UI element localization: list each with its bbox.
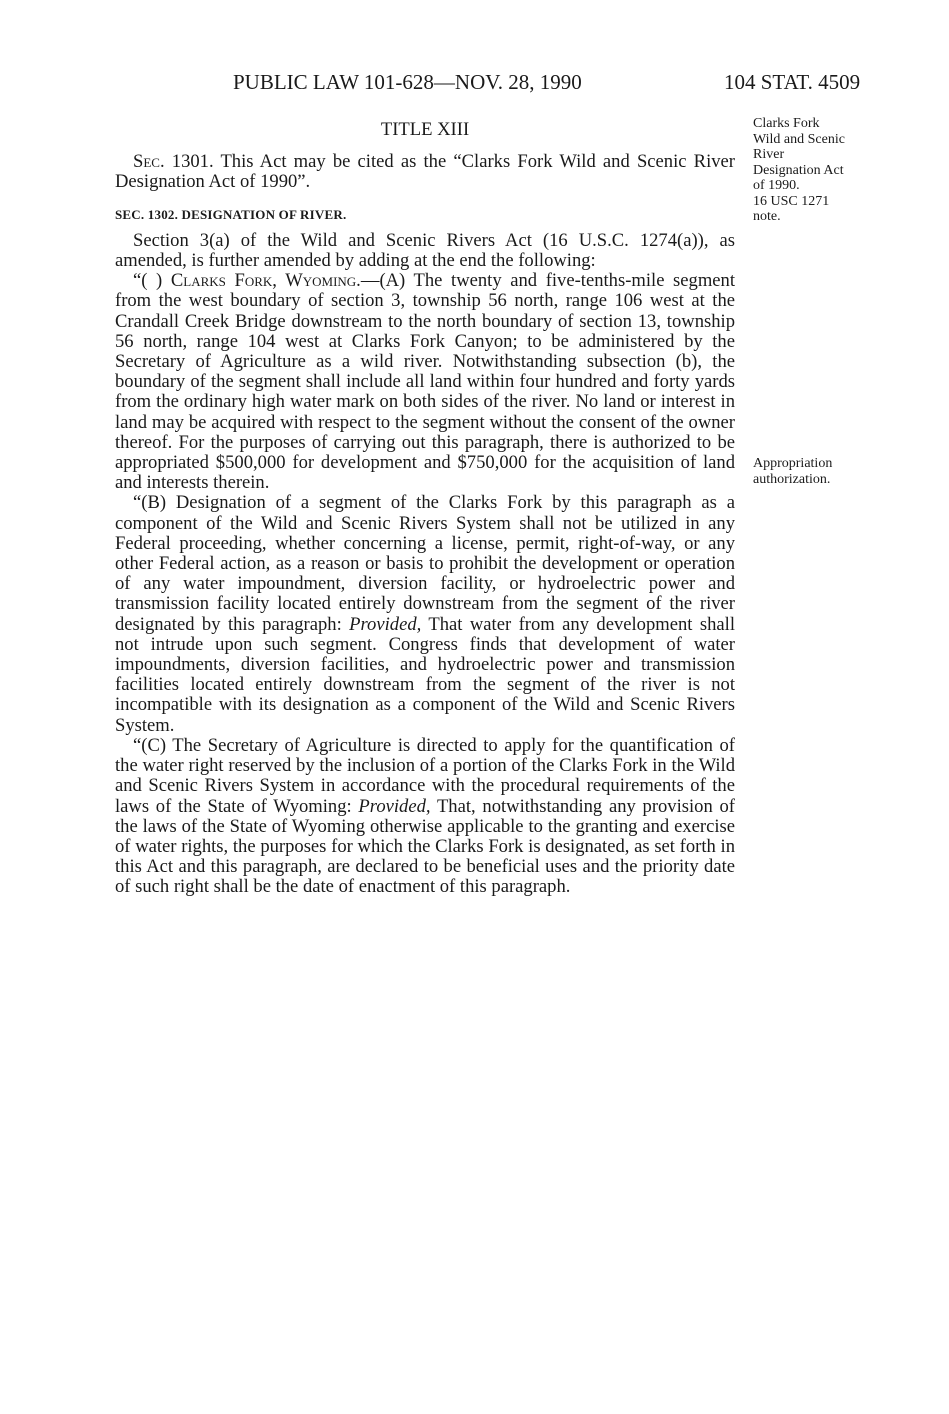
paragraph-b-text-2: That water from any development shall not intrude upon such segment. Congress finds that development of water impoundments, diversion facilities, and hydroelectric power and transmission facilities located entirely downstream from the segment of the river is not incompatible with its designation as a component of the Wild and Scenic Rivers System. <box>115 613 735 736</box>
provided-italic: Provided, <box>349 613 422 635</box>
section-1302-heading: SEC. 1302. DESIGNATION OF RIVER. <box>115 206 347 222</box>
paragraph-a-text: —(A) The twenty and five-tenths-mile segment from the west boundary of section 3, township 56 north, range 106 west at the Crandall Creek Bridge downstream to the north boundary of section 13, township 56 north, range 104 west at Clarks Fork Canyon; to be administered by the Secretary of Agriculture as a wild river. Notwithstanding subsection (b), the boundary of the segment shall include all land within four hundred and forty yards from the ordinary high water mark on both sides of the river. No land or interest in land may be acquired with respect to the segment without the consent of the owner thereof. For the purposes of carrying out this paragraph, there is authorized to be appropriated $500,000 for development and $750,000 for the acquisition of land and interests therein. <box>115 270 736 494</box>
provided-italic: Provided, <box>358 795 431 817</box>
intro-paragraph: Section 3(a) of the Wild and Scenic Rivers Act (16 U.S.C. 1274(a)), as amended, is further amended by adding at the end the following: <box>115 229 735 272</box>
margin-note-line: Wild and Scenic <box>753 131 845 147</box>
paragraph-a-prefix: “( ) <box>133 270 171 292</box>
paragraph-c-text-1: “(C) The Secretary of Agriculture is directed to apply for the quantification of the water right reserved by the inclusion of a portion of the Clarks Fork in the Wild and Scenic Rivers System in accordance with the procedural requirements of the laws of the State of Wyoming: <box>115 734 735 817</box>
margin-note-line: Clarks Fork <box>753 116 820 131</box>
clarks-fork-wyoming-heading: Clarks Fork, Wyoming. <box>170 270 361 292</box>
margin-note-line: 16 USC 1271 <box>753 193 830 209</box>
paragraph-c <box>115 736 735 898</box>
public-law-title: PUBLIC LAW 101-628—NOV. 28, 1990 <box>233 70 582 94</box>
margin-note-line: Appropriation <box>753 456 833 471</box>
margin-note-line: authorization. <box>753 471 831 487</box>
stat-page-number: 104 STAT. 4509 <box>724 70 861 94</box>
margin-note-appropriation <box>753 456 928 487</box>
paragraph-b <box>115 493 735 735</box>
margin-note-short-title <box>753 116 928 225</box>
margin-note-line: note. <box>753 209 781 224</box>
margin-note-line: of 1990. <box>753 178 800 193</box>
title-heading: TITLE XIII <box>380 119 470 140</box>
page-header <box>0 70 949 98</box>
document-body <box>115 120 735 898</box>
margin-note-line: River <box>753 147 785 162</box>
sec-label: Sec. <box>133 151 165 173</box>
paragraph-c-text-2: That, notwithstanding any provision of the laws of the State of Wyoming otherwise applicable to the granting and exercise of water rights, the purposes for which the Clarks Fork is designated, as set forth in this Act and this paragraph, are declared to be beneficial uses and the priority date of such right shall be the date of enactment of this paragraph. <box>115 795 735 898</box>
paragraph-a <box>115 271 735 493</box>
sec-1301-text: 1301. This Act may be cited as the “Clarks Fork Wild and Scenic River Designation Act of 1990”. <box>115 151 735 193</box>
paragraph-b-text-1: “(B) Designation of a segment of the Clarks Fork by this paragraph as a component of the Wild and Scenic Rivers System shall not be utilized in any Federal proceeding, whether concerning a license, permit, right-of-way, or any other Federal action, as a reason or basis to prohibit the development or operation of any water impoundment, diversion facility, or hydroelectric power and transmission facility located entirely downstream from the segment of the river designated by this paragraph: <box>115 492 735 635</box>
section-1301-paragraph <box>115 152 735 192</box>
margin-note-line: Designation Act <box>753 162 844 178</box>
